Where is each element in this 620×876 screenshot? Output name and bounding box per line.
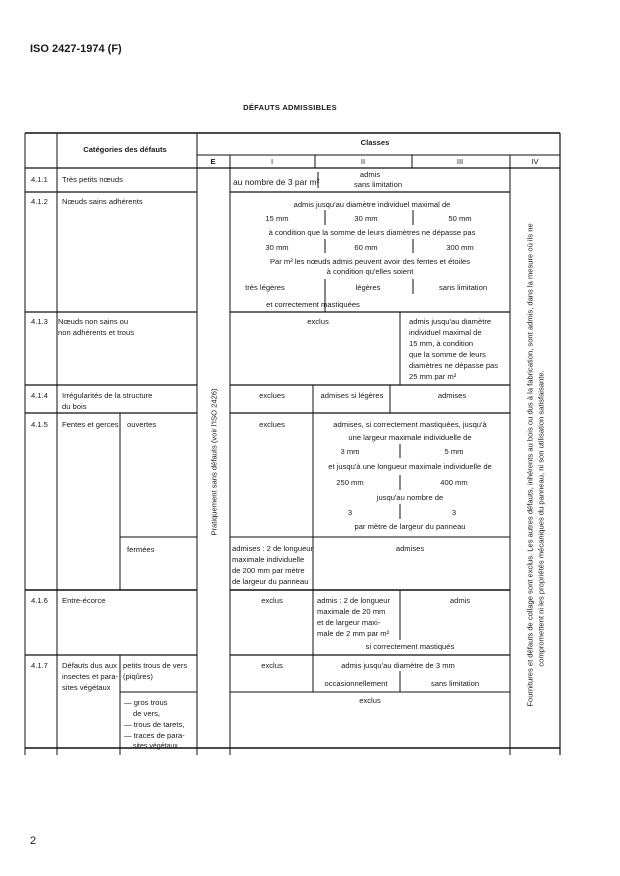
cell: de 200 mm par mètre (232, 566, 305, 575)
cell: par mètre de largeur du panneau (354, 522, 466, 531)
document-reference: ISO 2427-1974 (F) (30, 43, 122, 55)
cell: 300 mm (446, 243, 474, 252)
cell: male de 2 mm par m² (317, 629, 390, 638)
row-subcategory: (piqûres) (123, 672, 153, 681)
cell: exclus (359, 696, 381, 705)
cell: admis jusqu'au diamètre (409, 317, 492, 326)
header-class-iv: IV (531, 157, 539, 166)
row-number: 4.1.6 (31, 596, 48, 605)
row-number: 4.1.5 (31, 420, 48, 429)
class-iv-note (525, 223, 546, 706)
row-subcategory: — trous de tarets, (124, 720, 185, 729)
cell: maximale individuelle (232, 555, 305, 564)
cell: 50 mm (448, 214, 472, 223)
cell: admises : 2 de longueur (232, 544, 314, 553)
cell: admis jusqu'au diamètre de 3 mm (341, 661, 455, 670)
row-number: 4.1.7 (31, 661, 48, 670)
cell: 5 mm (444, 447, 464, 456)
cell: 15 mm, à condition (409, 339, 474, 348)
header-class-e: E (210, 157, 216, 166)
row-category: Nœuds non sains ou (58, 317, 129, 326)
cell: admises, si correctement mastiquées, jusqu'à (333, 420, 487, 429)
cell: 15 mm (265, 214, 289, 223)
header-classes: Classes (360, 138, 390, 147)
cell: à condition qu'elles soient (326, 267, 414, 276)
cell: maximale de 20 mm (317, 607, 386, 616)
header-class-ii: II (360, 157, 366, 166)
cell: 60 mm (354, 243, 378, 252)
cell: une largeur maximale individuelle de (348, 433, 472, 442)
cell: exclues (259, 420, 285, 429)
row-category: Irrégularités de la structure (62, 391, 153, 400)
row-category: Entre-écorce (62, 596, 106, 605)
row-subcategory: de vers, (133, 709, 161, 718)
cell: sans limitation (430, 679, 480, 688)
cell: que la somme de leurs (409, 350, 486, 359)
row-category: Défauts dus aux (62, 661, 117, 670)
cell: 3 (347, 508, 353, 517)
cell: 3 mm (340, 447, 360, 456)
cell: diamètres ne dépasse pas (409, 361, 499, 370)
cell: admis (359, 170, 381, 179)
row-category: insectes et para- (62, 672, 119, 681)
header-categories: Catégories des défauts (83, 145, 167, 154)
cell: 30 mm (354, 214, 378, 223)
row-number: 4.1.3 (31, 317, 48, 326)
cell: sans limitation (353, 180, 403, 189)
row-subcategory: petits trous de vers (123, 661, 188, 670)
cell: 3 (451, 508, 457, 517)
cell: et de largeur maxi- (317, 618, 381, 627)
row-subcategory: fermées (127, 545, 155, 554)
section-title: DÉFAUTS ADMISSIBLES (243, 103, 337, 112)
cell: de largeur du panneau (232, 577, 309, 586)
row-number: 4.1.1 (31, 175, 48, 184)
cell: admis (449, 596, 471, 605)
cell: exclus (307, 317, 329, 326)
row-subcategory: — gros trous (124, 698, 168, 707)
cell: 250 mm (336, 478, 364, 487)
cell: 25 mm par m² (409, 372, 457, 381)
cell: occasionnellement (324, 679, 388, 688)
cell: à condition que la somme de leurs diamètres ne dépasse pas (268, 228, 476, 237)
cell: individuel maximal de (409, 328, 482, 337)
cell: sans limitation (438, 283, 488, 292)
row-category: non adhérents et trous (58, 328, 134, 337)
row-category: sites végétaux (62, 683, 111, 692)
class-iv-note-line: compromettent ni les propriétés mécaniques du panneau, ni son utilisation satisfaisante. (536, 370, 545, 667)
cell: si correctement mastiqués (365, 642, 455, 651)
page-number: 2 (30, 835, 37, 847)
class-iv-note-line: Fournitures et défauts de collage sont exclus. Les autres défauts, inhérents au bois ou dus à la fabrication, sont admis, dans la mesure où ils ne (525, 223, 535, 707)
row-number: 4.1.2 (31, 197, 48, 206)
header-class-i: I (270, 157, 274, 166)
row-subcategory: ouvertes (127, 420, 157, 429)
header-class-iii: III (456, 157, 464, 166)
cell: exclues (259, 391, 285, 400)
cell: légères (355, 283, 381, 292)
cell: 400 mm (440, 478, 468, 487)
row-subcategory: — traces de para- (124, 731, 185, 740)
cell: admises (437, 391, 467, 400)
cell: exclus (261, 661, 283, 670)
row-number: 4.1.4 (31, 391, 48, 400)
cell: admis jusqu'au diamètre individuel maximal de (293, 200, 451, 209)
cell: et correctement mastiquées (266, 300, 360, 309)
row-category: Nœuds sains adhérents (62, 197, 143, 206)
cell: au nombre de 3 par m² (233, 177, 320, 187)
cell: et jusqu'à une longueur maximale individuelle de (328, 462, 492, 471)
row-category: Très petits nœuds (62, 175, 123, 184)
row-subcategory: sites végétaux (133, 743, 178, 750)
class-e-note: Pratiquement sans défauts (voir l'ISO 2426) (209, 388, 219, 536)
row-category: du bois (62, 402, 87, 411)
row-category: Fentes et gerces (62, 420, 119, 429)
cell: 30 mm (265, 243, 289, 252)
cell: très légères (245, 283, 285, 292)
cell: admises (395, 544, 425, 553)
cell: admis : 2 de longueur (317, 596, 391, 605)
cell: exclus (261, 596, 283, 605)
cell: admises si légères (320, 391, 384, 400)
cell: jusqu'au nombre de (376, 493, 444, 502)
cell: Par m² les nœuds admis peuvent avoir des fentes et étoiles (269, 257, 471, 266)
